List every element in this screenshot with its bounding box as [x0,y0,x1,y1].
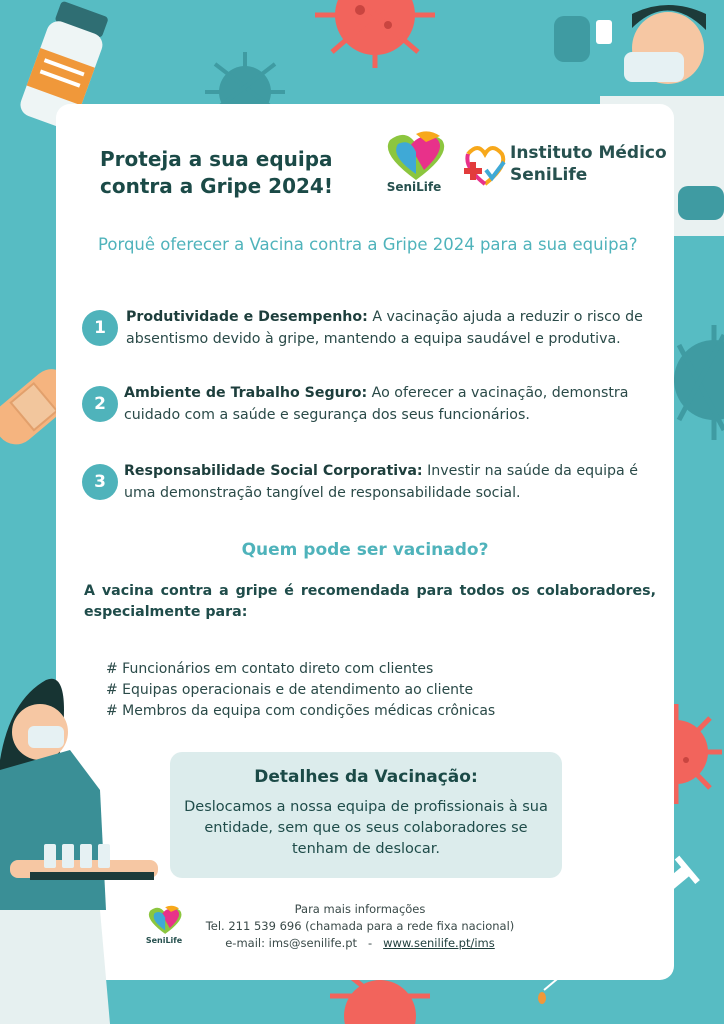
website-link[interactable]: www.senilife.pt/ims [383,936,495,950]
instituto-medico-logo [462,140,672,190]
footer-info: Para mais informações [294,902,426,916]
benefit-text [126,306,646,350]
details-text: Deslocamos a nossa equipa de profissionais à sua entidade, sem que os seus colaboradores se tenham de deslocar. [184,799,548,857]
virus-icon [200,50,290,110]
details-heading: Detalhes da Vacinação: [254,767,478,787]
who-question: Quem pode ser vacinado? [241,540,489,560]
list-item: # Funcionários em contato direto com clientes [106,661,434,677]
title-line-2: contra a Gripe 2024! [100,174,333,198]
ims-name-line-2: SeniLife [510,165,588,185]
benefit-description: A vacinação ajuda a reduzir o risco de absentismo devido à gripe, mantendo a equipa saudável e produtiva. [126,309,643,347]
title-line-1: Proteja a sua equipa [100,147,333,171]
bandage-icon [0,360,62,460]
benefit-text [124,382,644,426]
footer-separator: - [368,936,373,950]
instituto-medico-name [510,142,667,186]
recommendation-text: A vacina contra a gripe é recomendada para todos os colaboradores, especialmente para: [84,583,656,620]
virus-icon [320,976,440,1024]
senilife-logo-label: SeniLife [386,180,442,194]
heart-cross-icon [462,144,508,190]
vaccination-details-box [170,752,562,878]
benefit-description: Investir na saúde da equipa é uma demonstração tangível de responsabilidade social. [124,463,638,501]
target-groups-list [106,659,606,722]
step-number-badge: 2 [82,386,118,422]
contact-footer [180,901,540,952]
senilife-logo [376,130,452,200]
footer-logo-label: SeniLife [145,936,183,945]
footer-email-line [180,935,540,952]
step-number-badge: 3 [82,464,118,500]
list-item: # Membros da equipa com condições médicas crônicas [106,703,496,719]
list-item: # Equipas operacionais e de atendimento ao cliente [106,682,474,698]
flyer-title [100,146,360,200]
ims-name-line-1: Instituto Médico [510,143,667,163]
step-number-badge: 1 [82,310,118,346]
footer-email: e-mail: ims@senilife.pt [225,936,358,950]
virus-icon [310,0,440,70]
benefit-text [124,460,644,504]
benefit-description: Ao oferecer a vacinação, demonstra cuidado com a saúde e segurança dos seus funcionários. [124,385,629,423]
benefit-title: Produtividade e Desempenho: [126,309,368,325]
heart-logo-icon [376,130,452,182]
benefit-title: Ambiente de Trabalho Seguro: [124,385,368,401]
benefit-title: Responsabilidade Social Corporativa: [124,463,423,479]
why-question: Porquê oferecer a Vacina contra a Gripe 2024 para a sua equipa? [98,235,638,254]
footer-phone: Tel. 211 539 696 (chamada para a rede fixa nacional) [205,919,515,933]
